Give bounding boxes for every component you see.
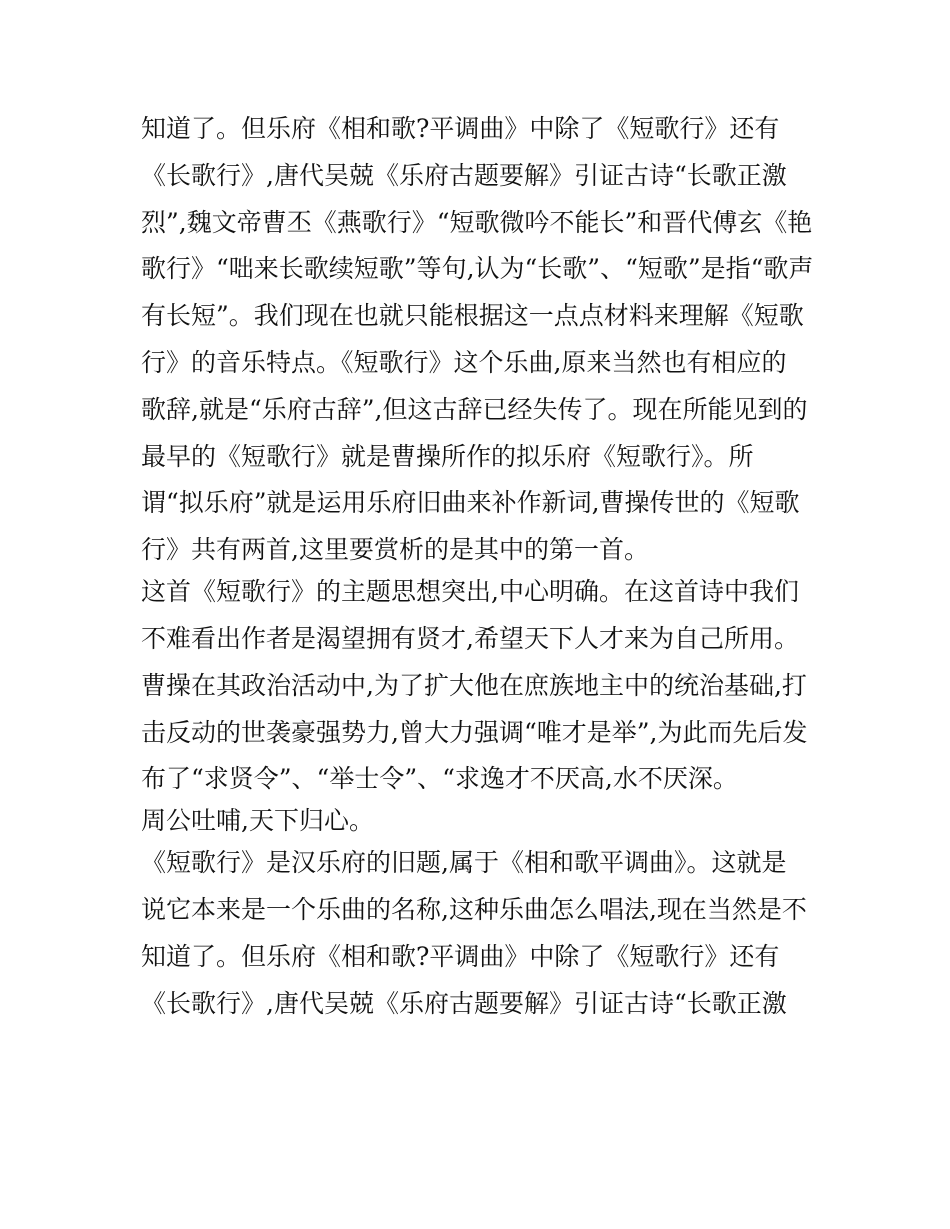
document-body xyxy=(141,106,821,1028)
text-line: 《长歌行》,唐代吴兢《乐府古题要解》引证古诗“长歌正激 xyxy=(141,988,787,1018)
text-line: 知道了。但乐府《相和歌?平调曲》中除了《短歌行》还有 xyxy=(141,114,780,143)
text-line: 行》的音乐特点。《短歌行》这个乐曲,原来当然也有相应的 xyxy=(141,347,787,377)
text-line: 歌辞,就是“乐府古辞”,但这古辞已经失传了。现在所能见到的 xyxy=(141,394,808,424)
text-line: 谓“拟乐府”就是运用乐府旧曲来补作新词,曹操传世的《短歌 xyxy=(141,488,800,518)
text-line: 歌行》“咄来长歌续短歌”等句,认为“长歌”、“短歌”是指“歌声 xyxy=(141,254,814,284)
text-line: 烈”,魏文帝曹丕《燕歌行》“短歌微吟不能长”和晋代傅玄《艳 xyxy=(141,207,813,237)
text-line: 不难看出作者是渴望拥有贤才,希望天下人才来为自己所用。 xyxy=(141,623,799,653)
text-line: 《长歌行》,唐代吴兢《乐府古题要解》引证古诗“长歌正激 xyxy=(141,160,787,190)
text-line: 布了“求贤令”、“举士令”、“求逸才不厌高,水不厌深。 xyxy=(141,764,738,794)
text-line: 有长短”。我们现在也就只能根据这一点点材料来理解《短歌 xyxy=(141,301,804,331)
text-line: 行》共有两首,这里要赏析的是其中的第一首。 xyxy=(141,535,649,565)
text-line: 说它本来是一个乐曲的名称,这种乐曲怎么唱法,现在当然是不 xyxy=(141,895,807,925)
text-line: 击反动的世袭豪强势力,曾大力强调“唯才是举”,为此而先后发 xyxy=(141,717,808,747)
text-line: 最早的《短歌行》就是曹操所作的拟乐府《短歌行》。所 xyxy=(141,441,754,471)
text-line: 《短歌行》是汉乐府的旧题,属于《相和歌平调曲》。这就是 xyxy=(141,848,787,878)
text-line: 知道了。但乐府《相和歌?平调曲》中除了《短歌行》还有 xyxy=(141,941,780,971)
text-line: 这首《短歌行》的主题思想突出,中心明确。在这首诗中我们 xyxy=(141,577,799,607)
text-line: 曹操在其政治活动中,为了扩大他在庶族地主中的统治基础,打 xyxy=(141,670,807,700)
text-line: 周公吐哺,天下归心。 xyxy=(141,806,374,836)
